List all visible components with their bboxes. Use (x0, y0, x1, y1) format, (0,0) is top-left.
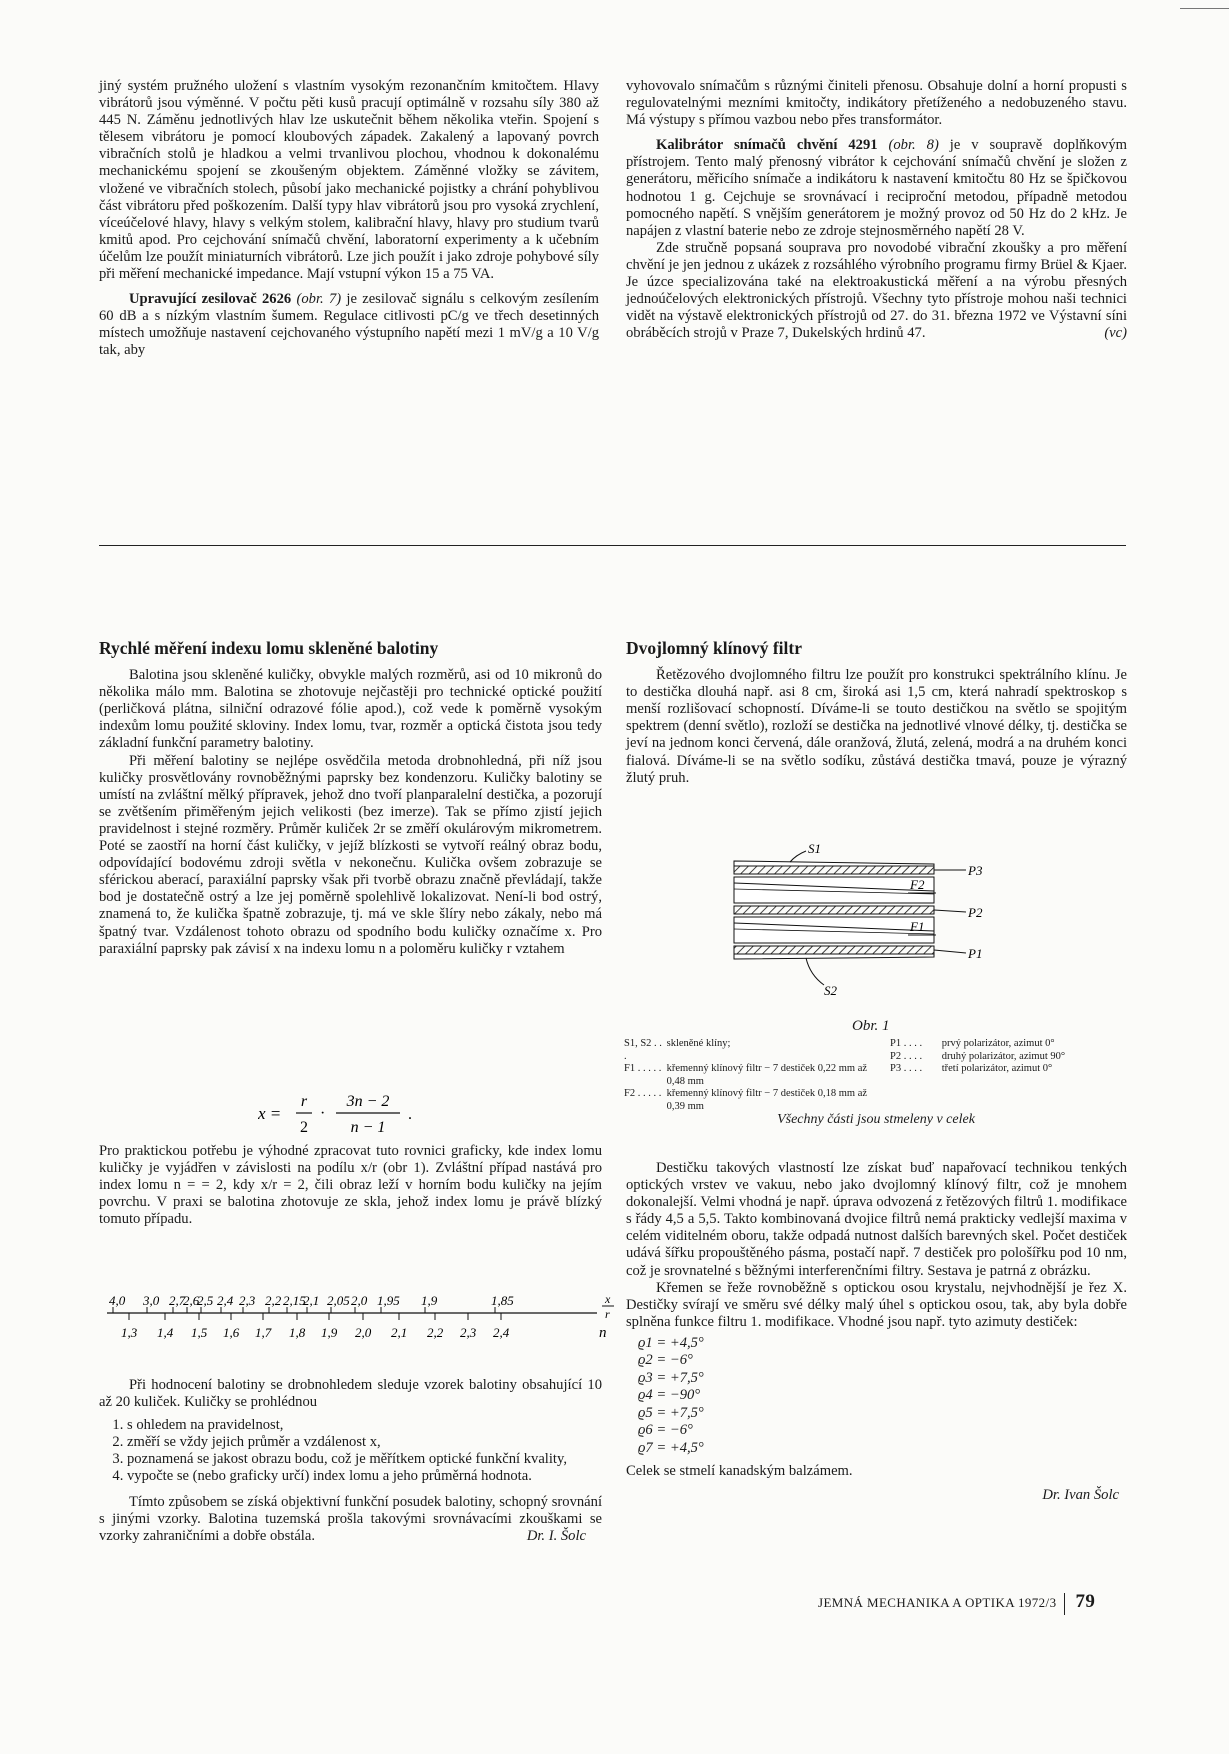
scale-tick-label-top: 2,3 (239, 1293, 256, 1308)
glass-wedge-s2 (734, 954, 934, 959)
scale-tick-label-top: 1,9 (421, 1293, 438, 1308)
legend-key: P1 . . . . (890, 1038, 923, 1049)
azimuth-item: ϱ2 = −6° (638, 1352, 693, 1369)
list-item: 2. změří se vždy jejich průměr a vzdálenost x, (127, 1434, 602, 1451)
legend-value: skleněné klíny; (666, 1038, 731, 1049)
list-item: 4. vypočte se (nebo graficky určí) index lomu a jeho průměrná hodnota. (127, 1468, 602, 1485)
scale-tick-label-top: 1,85 (491, 1293, 514, 1308)
paragraph: Tímto způsobem se získá objektivní funkční posudek balotiny, schopný srovnání s jinými vzorky. Balotina tuzemská prošla takovými srovnávacími zkouškami se vzorky zahraničními a dobře obstála. Dr. I. Šolc (99, 1493, 602, 1544)
formula-graphic (258, 1086, 458, 1142)
article-title: Dvojlomný klínový filtr (626, 638, 802, 658)
signature: (vc) (1104, 325, 1127, 342)
paragraph: Kalibrátor snímačů chvění 4291 (obr. 8) je v soupravě doplňkovým přístrojem. Tento malý přenosný vibrátor k cejchování snímačů chvění je složen z generátoru, měřicího snímače a indikátoru k nastavení kmitočtu 80 Hz se špičkovou hodnotou 1 g. Cejchuje se srovnávací i reciproční metodou, případně metodou pomocného napětí. S vnějším generátorem je možný provoz od 50 Hz do 2 kHz. Je napájen z vlastní baterie nebo ze zdroje stejnosměrného napětí 28 V. (626, 137, 1127, 239)
figure-legend-right (890, 1038, 1128, 1076)
polarizer-p1 (734, 946, 934, 954)
azimuth-item: ϱ1 = +4,5° (638, 1334, 704, 1351)
list-item: 3. poznamená se jakost obrazu bodu, což je měřítkem optické funkční kvality, (127, 1451, 602, 1468)
legend-value: křemenný klínový filtr − 7 destiček 0,18 mm až 0,39 mm (666, 1088, 868, 1112)
page-number: 79 (1075, 1591, 1096, 1612)
left-article-continued (99, 1143, 602, 1228)
scale-tick-label-top: 3,0 (143, 1293, 160, 1308)
scale-tick-label-top: 2,05 (327, 1293, 350, 1308)
top-edge-rule (1180, 8, 1229, 9)
scale-tick-label-bottom: 1,9 (321, 1325, 338, 1340)
glass-wedge-s1 (734, 861, 934, 866)
scale-tick-label-top: 1,95 (377, 1293, 400, 1308)
scale-tick-label-top: 2,6 (183, 1293, 200, 1308)
top-left-column (99, 78, 599, 360)
signature: Dr. I. Šolc (526, 1527, 586, 1544)
legend-value: druhý polarizátor, azimut 90° (941, 1050, 1066, 1062)
label-p1: P1 (968, 946, 983, 961)
legend-key: S1, S2 . . . (624, 1038, 662, 1062)
azimuth-item: ϱ3 = +7,5° (638, 1369, 704, 1386)
figure-legend-left (624, 1038, 886, 1113)
formula-lhs: x = (258, 1104, 282, 1123)
scale-tick-label-top: 2,15 (283, 1293, 306, 1308)
azimuth-item: ϱ7 = +4,5° (638, 1439, 704, 1456)
legend-row (890, 1038, 1128, 1051)
right-article (626, 640, 1127, 787)
fraction-denominator: 2 (300, 1119, 308, 1136)
fraction-numerator: 3n − 2 (346, 1093, 390, 1110)
scale-tick-label-bottom: 1,7 (255, 1325, 272, 1340)
index-scale (99, 1283, 619, 1358)
scale-tick-label-top: 2,4 (217, 1293, 234, 1308)
formula-period: . (408, 1106, 412, 1123)
label-f1: F1 (910, 919, 925, 934)
evaluation-steps (99, 1417, 602, 1485)
right-article-continued (626, 1160, 1127, 1504)
scale-tick-label-top: 2,1 (303, 1293, 320, 1308)
paragraph: Při hodnocení balotiny se drobnohledem sleduje vzorek balotiny obsahující 10 až 20 kuliček. Kuličky se prohlédnou (99, 1377, 602, 1411)
label-f2: F2 (910, 877, 925, 892)
paragraph: Balotina jsou skleněné kuličky, obvykle malých rozměrů, asi od 10 mikronů do několika málo mm. Balotina se zhotovuje nejčastěji pro technické optické použití (perličková plátna, silniční odrazové fólie apod.), což vede k poměrně vysokým indexům lomu použité skloviny. Index lomu, tvar, rozměr a optická čistota jsou tedy základní funkční parametry balotiny. (99, 667, 602, 752)
paragraph: Celek se stmelí kanadským balzámem. (626, 1463, 853, 1480)
left-article (99, 640, 602, 958)
paragraph: jiný systém pružného uložení s vlastním vysokým rezonančním kmitočtem. Hlavy vibrátorů jsou výměnné. V počtu pěti kusů pracují optimálně v rozsahu síly 380 až 445 N. Záměnu jednotlivých hlav lze uskutečnit během několika vteřin. Spojení s tělesem vibrátoru je pomocí kloubových západek. Zakalený a lapovaný povrch vibračních stolů je hladkou a velmi trvanlivou plochou, vhodnou k dokonalému mechanickému spojení se zkoušeným objektem. Záměnné vložky se závitem, vložené ve vibračních stolech, působí jako mechanické pojistky a chrání pohyblivou část vibrátoru před poškozením. Další typy hlav vibrátorů jsou pro vysoká zrychlení, víceúčelové hlavy, hlavy s velkým stolem, kalibrační hlavy, hlavy pro studium tvarů kmitů apod. Pro cejchování snímačů chvění, laboratorní experimenty a k učebním účelům lze použít miniaturních vibrátorů. Lze jich použít i jako zdroje pohybové síly při měření mechanické impedance. Mají vstupní výkon 15 a 75 VA. (99, 78, 599, 283)
legend-key: P2 . . . . (890, 1050, 923, 1062)
scale-tick-label-bottom: 2,1 (391, 1325, 408, 1340)
legend-row (624, 1088, 886, 1113)
polarizer-p2 (734, 906, 934, 914)
filter-diagram (720, 843, 1040, 1018)
legend-key: F1 . . . . . (624, 1063, 662, 1074)
scale-tick-label-bottom: 1,8 (289, 1325, 306, 1340)
fraction-denominator: n − 1 (350, 1119, 386, 1136)
legend-key: F2 . . . . . (624, 1088, 662, 1099)
figure-note: Všechny části jsou stmeleny v celek (777, 1112, 975, 1127)
fraction-numerator: r (300, 1093, 308, 1110)
scale-unit-bottom: r (605, 1307, 610, 1321)
paragraph: Řetězového dvojlomného filtru lze použít pro konstrukci spektrálního klínu. Je to destička dlouhá např. asi 8 cm, široká asi 1,5 cm, která nahradí spektroskop s menší rozlišovací schopností. Díváme-li se touto destičkou na světlo se spojitým spektrem (denní světlo), rozloží se destička na jednotlivé vlnové délky, tj. destička se jeví na jednom konci červená, dále oranžová, žlutá, zelená, modrá a na druhém konci fialová. Díváme-li se na světlo sodíku, zůstává destička tmavá, pouze je výrazný žlutý pruh. (626, 667, 1127, 786)
azimuth-item: ϱ6 = −6° (638, 1422, 693, 1439)
paragraph: Upravující zesilovač 2626 (obr. 7) je zesilovač signálu s celkovým zesílením 60 dB a s nízkým vlastním šumem. Regulace citlivosti pC/g ve třech desetinných místech umožňuje nastavení cejchovaného výstupního napětí mezi 1 mV/g a 10 V/g tak, aby (99, 291, 600, 359)
azimuth-item: ϱ4 = −90° (638, 1387, 701, 1404)
page-footer (818, 1591, 1095, 1615)
article-title: Rychlé měření indexu lomu skleněné balotiny (99, 638, 439, 658)
label-p2: P2 (968, 905, 983, 920)
legend-value: křemenný klínový filtr − 7 destiček 0,22 mm až 0,48 mm (666, 1063, 868, 1087)
legend-key: P3 . . . . (890, 1063, 923, 1074)
paragraph: Křemen se řeže rovnoběžně s optickou osou krystalu, nejvhodnější je řez X. Destičky svírají ve směru své délky malý úhel s optickou osou, tak, aby byla dobře splněna funkce filtru 1. modifikace. Vhodné jsou např. tyto azimuty destiček: (626, 1279, 1127, 1330)
legend-value: třetí polarizátor, azimut 0° (941, 1063, 1053, 1074)
paragraph: vyhovovalo snímačům s různými činiteli přenosu. Obsahuje dolní a horní propusti s regulovatelnými mezními kmitočty, indikátory přetíženého a nedobuzeného stavu. Má výstupy s přímou vazbou nebo přes transformátor. (626, 78, 1127, 129)
journal-name: JEMNÁ MECHANIKA A OPTIKA 1972/3 (818, 1595, 1057, 1610)
paragraph: Pro praktickou potřebu je výhodné zpracovat tuto rovnici graficky, kde index lomu kuličky je vyjádřen v závislosti na podílu x/r (obr 1). Zvláštní případ nastává pro index lomu n = = 2, kdy x/r = 2, čili obraz leží v horním bodu kuličky na jejím povrchu. V praxi se balotina zhotovuje ze skla, jehož index lomu je právě blízký tomuto případu. (99, 1143, 602, 1228)
paragraph: Zde stručně popsaná souprava pro novodobé vibrační zkoušky a pro měření chvění je jen jednou z ukázek z rozsáhlého výrobního programu firmy Brüel & Kjaer. Je úzce specializována také na elektroakustická měření a na výrobu přesných jednoúčelových elektronických přístrojů. Všechny tyto přístroje mohou naši technici vidět na výstavě elektronických přístrojů od 27. do 31. března 1972 ve Výstavní síni obráběcích strojů v Praze 7, Dukelských hrdinů 47. (vc) (626, 239, 1127, 342)
paragraph: Destičku takových vlastností lze získat buď napařovací technikou tenkých optických vrstev ve vakuu, nebo jako dvojlomný klínový filtr, což je mnohem dokonalejší. Velmi vhodná je např. úprava odvozená z řetězových filtrů 1. modifikace s řády 4,5 a 5,5. Takto kombinovaná dvojice filtrů nemá prakticky vedlejší maxima v celém viditelném oboru, takže odpadá nutnost dalších barevných skel. Počet destiček udává šířku propouštěného pásma, postačí např. 7 destiček pro pološířku pod 10 nm, což je srovnatelné s běžnými interferenčními filtry. Sestava je patrná z obrázku. (626, 1160, 1127, 1279)
scale-tick-label-top: 2,5 (197, 1293, 214, 1308)
label-s2: S2 (824, 983, 837, 998)
azimuth-item: ϱ5 = +7,5° (638, 1404, 704, 1421)
section-divider (99, 545, 1126, 546)
azimuth-list (638, 1335, 1127, 1458)
scale-tick-label-top: 2,2 (265, 1293, 282, 1308)
index-scale-graphic (99, 1283, 619, 1353)
scale-tick-label-bottom: 2,4 (493, 1325, 510, 1340)
legend-row (890, 1063, 1128, 1076)
legend-row (890, 1051, 1128, 1064)
legend-value: prvý polarizátor, azimut 0° (941, 1038, 1055, 1049)
signature: Dr. Ivan Šolc (1042, 1486, 1119, 1503)
scale-tick-label-top: 2,7 (169, 1293, 186, 1308)
figure-1 (720, 843, 1040, 1023)
left-article-evaluation (99, 1377, 602, 1545)
label-p3: P3 (968, 863, 983, 878)
scale-tick-label-bottom: 1,3 (121, 1325, 138, 1340)
formula-dot: · (320, 1105, 326, 1122)
scale-tick-label-bottom: 1,5 (191, 1325, 208, 1340)
footer-divider (1064, 1593, 1065, 1615)
list-item: 1. s ohledem na pravidelnost, (127, 1417, 602, 1434)
figure-caption: Obr. 1 (852, 1018, 890, 1034)
scale-tick-label-top: 2,0 (351, 1293, 368, 1308)
legend-row (624, 1038, 886, 1063)
scale-tick-label-bottom: 2,0 (355, 1325, 372, 1340)
top-right-column (626, 78, 1127, 342)
scale-tick-label-bottom: 2,3 (460, 1325, 477, 1340)
scale-tick-label-bottom: 1,6 (223, 1325, 240, 1340)
label-s1: S1 (808, 843, 821, 856)
formula (258, 1086, 458, 1147)
scale-tick-label-bottom: 2,2 (427, 1325, 444, 1340)
scale-tick-label-bottom: 1,4 (157, 1325, 174, 1340)
polarizer-p3 (734, 866, 934, 874)
legend-row (624, 1063, 886, 1088)
scale-unit-top: x (605, 1292, 611, 1306)
paragraph: Při měření balotiny se nejlépe osvědčila metoda drobnohledná, při níž jsou kuličky prosvětlovány rovnoběžnými paprsky bez kondenzoru. Kuličky balotiny se umístí na zvláštní mělký přípravek, jehož dno tvoří planparalelní destička, a pozorují se zvětšením přiměřeným jejich velikosti (bez imerze). Tak se přímo zjistí jejich pravidelnost i stejné rozměry. Průměr kuliček 2r se změří okulárovým mikrometrem. Poté se zaostří na horní část kuličky, v jejíž blízkosti se vytvoří reálný obraz bodu, odpovídající bodovému zdroji světla v nekonečnu. Kulička ovšem zobrazuje se sférickou aberací, paraxiální paprsky však při tvorbě obrazu značně převládají, takže bod je dostatečně ostrý a lze jej poměrně spolehlivě lokalizovat. Není-li bod ostrý, znamená to, že kulička špatně zobrazuje, tj. má ve skle šlíry nebo zákaly, nebo má špatný tvar. Vzdálenost tohoto obrazu od spodního bodu kuličky označíme x. Pro paraxiální paprsky pak závisí x na indexu lomu n a poloměru kuličky r vztahem (99, 752, 602, 957)
scale-unit-n: n (599, 1325, 607, 1341)
scale-tick-label-top: 4,0 (109, 1293, 126, 1308)
